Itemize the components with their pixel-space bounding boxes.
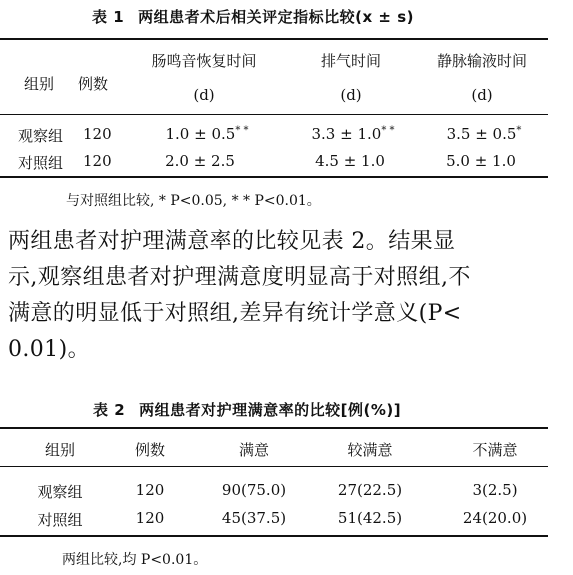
table2-row1-unsatisfied: 3(2.5) xyxy=(472,481,518,499)
table1-caption xyxy=(92,6,414,27)
paragraph-line: 0.01)。 xyxy=(8,337,90,362)
table1-header-col2-unit: (d) xyxy=(340,86,362,104)
table1-row1-col3: 3.5 ± 0.5* xyxy=(446,125,522,143)
table2-row2-satisfied: 45(37.5) xyxy=(221,509,287,527)
table2-header-unsatisfied: 不满意 xyxy=(472,441,518,459)
table2-bottom-rule xyxy=(0,535,548,537)
significance-mark: * xyxy=(516,125,522,136)
table2-mid-rule xyxy=(0,466,548,467)
table2-row2-group: 对照组 xyxy=(37,511,83,529)
significance-mark: * * xyxy=(235,125,249,136)
table1-header-col2: 排气时间 xyxy=(320,52,382,70)
table1-header-col1-unit: (d) xyxy=(193,86,215,104)
table2-row1-satisfied: 90(75.0) xyxy=(221,481,287,499)
body-paragraph xyxy=(8,224,471,368)
table1-row2-count: 120 xyxy=(83,152,112,170)
table2-top-rule xyxy=(0,427,548,429)
table1-label: 表 1 xyxy=(92,8,125,26)
significance-mark: * * xyxy=(381,125,395,136)
table2-row1-group: 观察组 xyxy=(37,483,83,501)
table2-row2-unsatisfied: 24(20.0) xyxy=(462,509,528,527)
table1-header-group: 组别 xyxy=(24,75,55,93)
table1-row1-col1: 1.0 ± 0.5* * xyxy=(165,125,249,143)
paragraph-line: 两组患者对护理满意率的比较见表 2。结果显 xyxy=(8,229,456,254)
table2-row2-fairly-satisfied: 51(42.5) xyxy=(337,509,403,527)
table2-title: 两组患者对护理满意率的比较[例(%)] xyxy=(139,401,402,419)
table2-caption xyxy=(93,399,401,420)
table1-header-count: 例数 xyxy=(78,75,109,93)
table2-header-satisfied: 满意 xyxy=(238,441,270,459)
table1-row1-count: 120 xyxy=(83,125,112,143)
table1-header-col3-unit: (d) xyxy=(471,86,493,104)
table2-header-group: 组别 xyxy=(44,441,76,459)
table2-note: 两组比较,均 P<0.01。 xyxy=(62,552,208,568)
table1-header-col3: 静脉输液时间 xyxy=(436,52,528,70)
table1-bottom-rule xyxy=(0,176,548,178)
table1-header-col1: 肠鸣音恢复时间 xyxy=(151,52,257,70)
table1-row2-col1: 2.0 ± 2.5 xyxy=(165,152,235,170)
table2-row1-count: 120 xyxy=(135,481,165,499)
table1-title: 两组患者术后相关评定指标比较(x ± s) xyxy=(138,8,415,26)
paragraph-line: 满意的明显低于对照组,差异有统计学意义(P< xyxy=(8,301,462,326)
table1-note: 与对照组比较, * P<0.05, * * P<0.01。 xyxy=(66,193,321,209)
table2-header-fairly-satisfied: 较满意 xyxy=(347,441,393,459)
table2-row2-count: 120 xyxy=(135,509,165,527)
table1-mid-rule xyxy=(0,114,548,115)
table1-row2-group: 对照组 xyxy=(18,154,64,172)
table1-row2-col2: 4.5 ± 1.0 xyxy=(315,152,385,170)
table1-row2-col3: 5.0 ± 1.0 xyxy=(446,152,516,170)
table2-row1-fairly-satisfied: 27(22.5) xyxy=(337,481,403,499)
table1-top-rule xyxy=(0,38,548,40)
table2-header-count: 例数 xyxy=(134,441,166,459)
paragraph-line: 示,观察组患者对护理满意度明显高于对照组,不 xyxy=(8,265,471,290)
table1-row1-col2: 3.3 ± 1.0* * xyxy=(311,125,395,143)
table1-row1-group: 观察组 xyxy=(18,127,64,145)
table2-label: 表 2 xyxy=(93,401,126,419)
